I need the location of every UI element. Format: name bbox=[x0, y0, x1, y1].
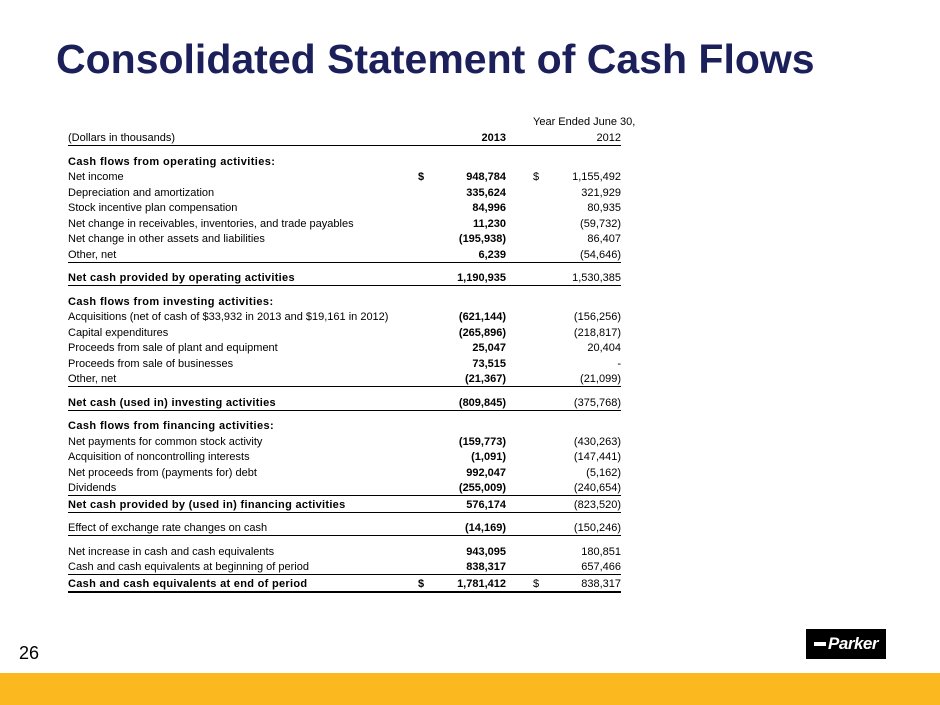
table-row bbox=[68, 543, 621, 559]
table-row bbox=[68, 215, 621, 231]
value-2012: (147,441) bbox=[573, 451, 622, 463]
row-label: Net change in receivables, inventories, and trade payables bbox=[68, 217, 354, 230]
table-row bbox=[68, 433, 621, 449]
section-heading: Cash flows from investing activities: bbox=[68, 295, 274, 308]
row-label: Proceeds from sale of businesses bbox=[68, 357, 234, 370]
value-2013: 576,174 bbox=[430, 496, 506, 513]
table-row bbox=[68, 246, 621, 262]
row-label: Cash and cash equivalents at end of period bbox=[68, 575, 418, 592]
row-label: Net change in other assets and liabilities bbox=[68, 233, 265, 245]
table-row bbox=[68, 231, 621, 247]
page-title: Consolidated Statement of Cash Flows bbox=[56, 36, 815, 82]
value-2013: 1,190,935 bbox=[430, 270, 506, 286]
value-2013: 1,781,412 bbox=[430, 575, 506, 592]
row-label: Capital expenditures bbox=[68, 326, 169, 339]
table-row bbox=[68, 520, 621, 536]
value-2013: (1,091) bbox=[471, 451, 506, 463]
row-label: Cash and cash equivalents at beginning of period bbox=[68, 559, 418, 575]
table-row bbox=[68, 184, 621, 200]
year-ended-heading: Year Ended June 30, bbox=[533, 116, 636, 128]
value-2013: 948,784 bbox=[466, 171, 506, 183]
value-2012: 1,530,385 bbox=[545, 270, 621, 286]
row-label: Acquisitions (net of cash of $33,932 in 2013 and $19,161 in 2012) bbox=[68, 311, 389, 323]
value-2012: 1,155,492 bbox=[572, 171, 622, 183]
column-header-2013: 2013 bbox=[430, 129, 506, 146]
row-label: Net proceeds from (payments for) debt bbox=[68, 466, 257, 479]
section-heading: Cash flows from financing activities: bbox=[68, 420, 275, 432]
currency-symbol: $ bbox=[533, 171, 540, 183]
value-2013: (265,896) bbox=[458, 326, 506, 339]
table-row bbox=[68, 480, 621, 496]
row-label: Net cash provided by operating activities bbox=[68, 270, 418, 286]
value-2013: 84,996 bbox=[472, 202, 506, 214]
section-header-row bbox=[68, 293, 621, 309]
value-2012: (21,099) bbox=[545, 371, 621, 387]
value-2013: 838,317 bbox=[430, 559, 506, 575]
table-row bbox=[68, 371, 621, 387]
value-2013: 943,095 bbox=[466, 545, 506, 558]
currency-symbol: $ bbox=[533, 575, 545, 592]
page-number: 26 bbox=[19, 643, 40, 663]
row-label: Other, net bbox=[68, 246, 418, 262]
value-2012: (150,246) bbox=[545, 520, 621, 536]
value-2012: 80,935 bbox=[587, 202, 622, 214]
value-2013: 25,047 bbox=[472, 342, 506, 354]
value-2012: (54,646) bbox=[545, 246, 621, 262]
units-label: (Dollars in thousands) bbox=[68, 129, 418, 146]
value-2012: 321,929 bbox=[581, 186, 622, 199]
value-2012: 657,466 bbox=[545, 559, 621, 575]
currency-symbol: $ bbox=[418, 171, 425, 183]
value-2013: (159,773) bbox=[458, 435, 506, 448]
table-row bbox=[68, 324, 621, 340]
subtotal-row bbox=[68, 270, 621, 286]
value-2012: (823,520) bbox=[545, 496, 621, 513]
value-2013: 6,239 bbox=[430, 246, 506, 262]
value-2013: (14,169) bbox=[430, 520, 506, 536]
table-row bbox=[68, 200, 621, 216]
value-2012: (240,654) bbox=[545, 480, 621, 496]
value-2013: (21,367) bbox=[430, 371, 506, 387]
value-2013: (255,009) bbox=[430, 480, 506, 496]
column-header-2012: 2012 bbox=[545, 129, 621, 146]
value-2012: (5,162) bbox=[586, 466, 622, 479]
table-row bbox=[68, 464, 621, 480]
row-label: Other, net bbox=[68, 371, 418, 387]
row-label: Net payments for common stock activity bbox=[68, 435, 263, 448]
value-2013: (195,938) bbox=[458, 233, 506, 245]
cash-flow-table bbox=[68, 115, 636, 593]
row-label: Dividends bbox=[68, 480, 418, 496]
subtotal-row bbox=[68, 394, 621, 410]
logo-dash-icon bbox=[814, 642, 826, 646]
value-2012: 838,317 bbox=[545, 575, 621, 592]
value-2012: (430,263) bbox=[573, 435, 622, 448]
currency-symbol: $ bbox=[418, 575, 430, 592]
table-row bbox=[68, 449, 621, 465]
table-row bbox=[68, 340, 621, 356]
value-2013: (809,845) bbox=[430, 394, 506, 410]
value-2012: 180,851 bbox=[581, 545, 622, 558]
logo-text: Parker bbox=[828, 634, 878, 653]
row-label: Stock incentive plan compensation bbox=[68, 202, 238, 214]
row-label: Effect of exchange rate changes on cash bbox=[68, 520, 418, 536]
row-label: Net cash (used in) investing activities bbox=[68, 394, 418, 410]
value-2013: 992,047 bbox=[466, 466, 506, 479]
value-2012: 86,407 bbox=[587, 233, 622, 245]
section-header-row bbox=[68, 418, 621, 434]
value-2012: 20,404 bbox=[587, 342, 622, 354]
footer-bar bbox=[0, 673, 940, 705]
value-2013: 335,624 bbox=[466, 186, 506, 199]
table-row bbox=[68, 309, 621, 325]
row-label: Net increase in cash and cash equivalents bbox=[68, 545, 275, 558]
row-label: Acquisition of noncontrolling interests bbox=[68, 451, 250, 463]
value-2013: 11,230 bbox=[472, 217, 506, 230]
parker-logo bbox=[806, 629, 886, 659]
table-row bbox=[68, 355, 621, 371]
value-2012: (218,817) bbox=[573, 326, 622, 339]
value-2012: (156,256) bbox=[573, 311, 622, 323]
section-heading: Cash flows from operating activities: bbox=[68, 155, 276, 168]
row-label: Depreciation and amortization bbox=[68, 186, 215, 199]
value-2012: (375,768) bbox=[545, 394, 621, 410]
value-2012: (59,732) bbox=[580, 217, 622, 230]
value-2013: 73,515 bbox=[472, 357, 506, 370]
total-row bbox=[68, 575, 621, 592]
row-label: Net income bbox=[68, 171, 124, 183]
table-row bbox=[68, 559, 621, 575]
row-label: Proceeds from sale of plant and equipment bbox=[68, 342, 278, 354]
section-header-row bbox=[68, 153, 621, 169]
subtotal-row bbox=[68, 496, 621, 513]
table-row bbox=[68, 169, 621, 185]
value-2013: (621,144) bbox=[458, 311, 506, 323]
row-label: Net cash provided by (used in) financing activities bbox=[68, 496, 418, 513]
value-2012: - bbox=[617, 357, 622, 370]
